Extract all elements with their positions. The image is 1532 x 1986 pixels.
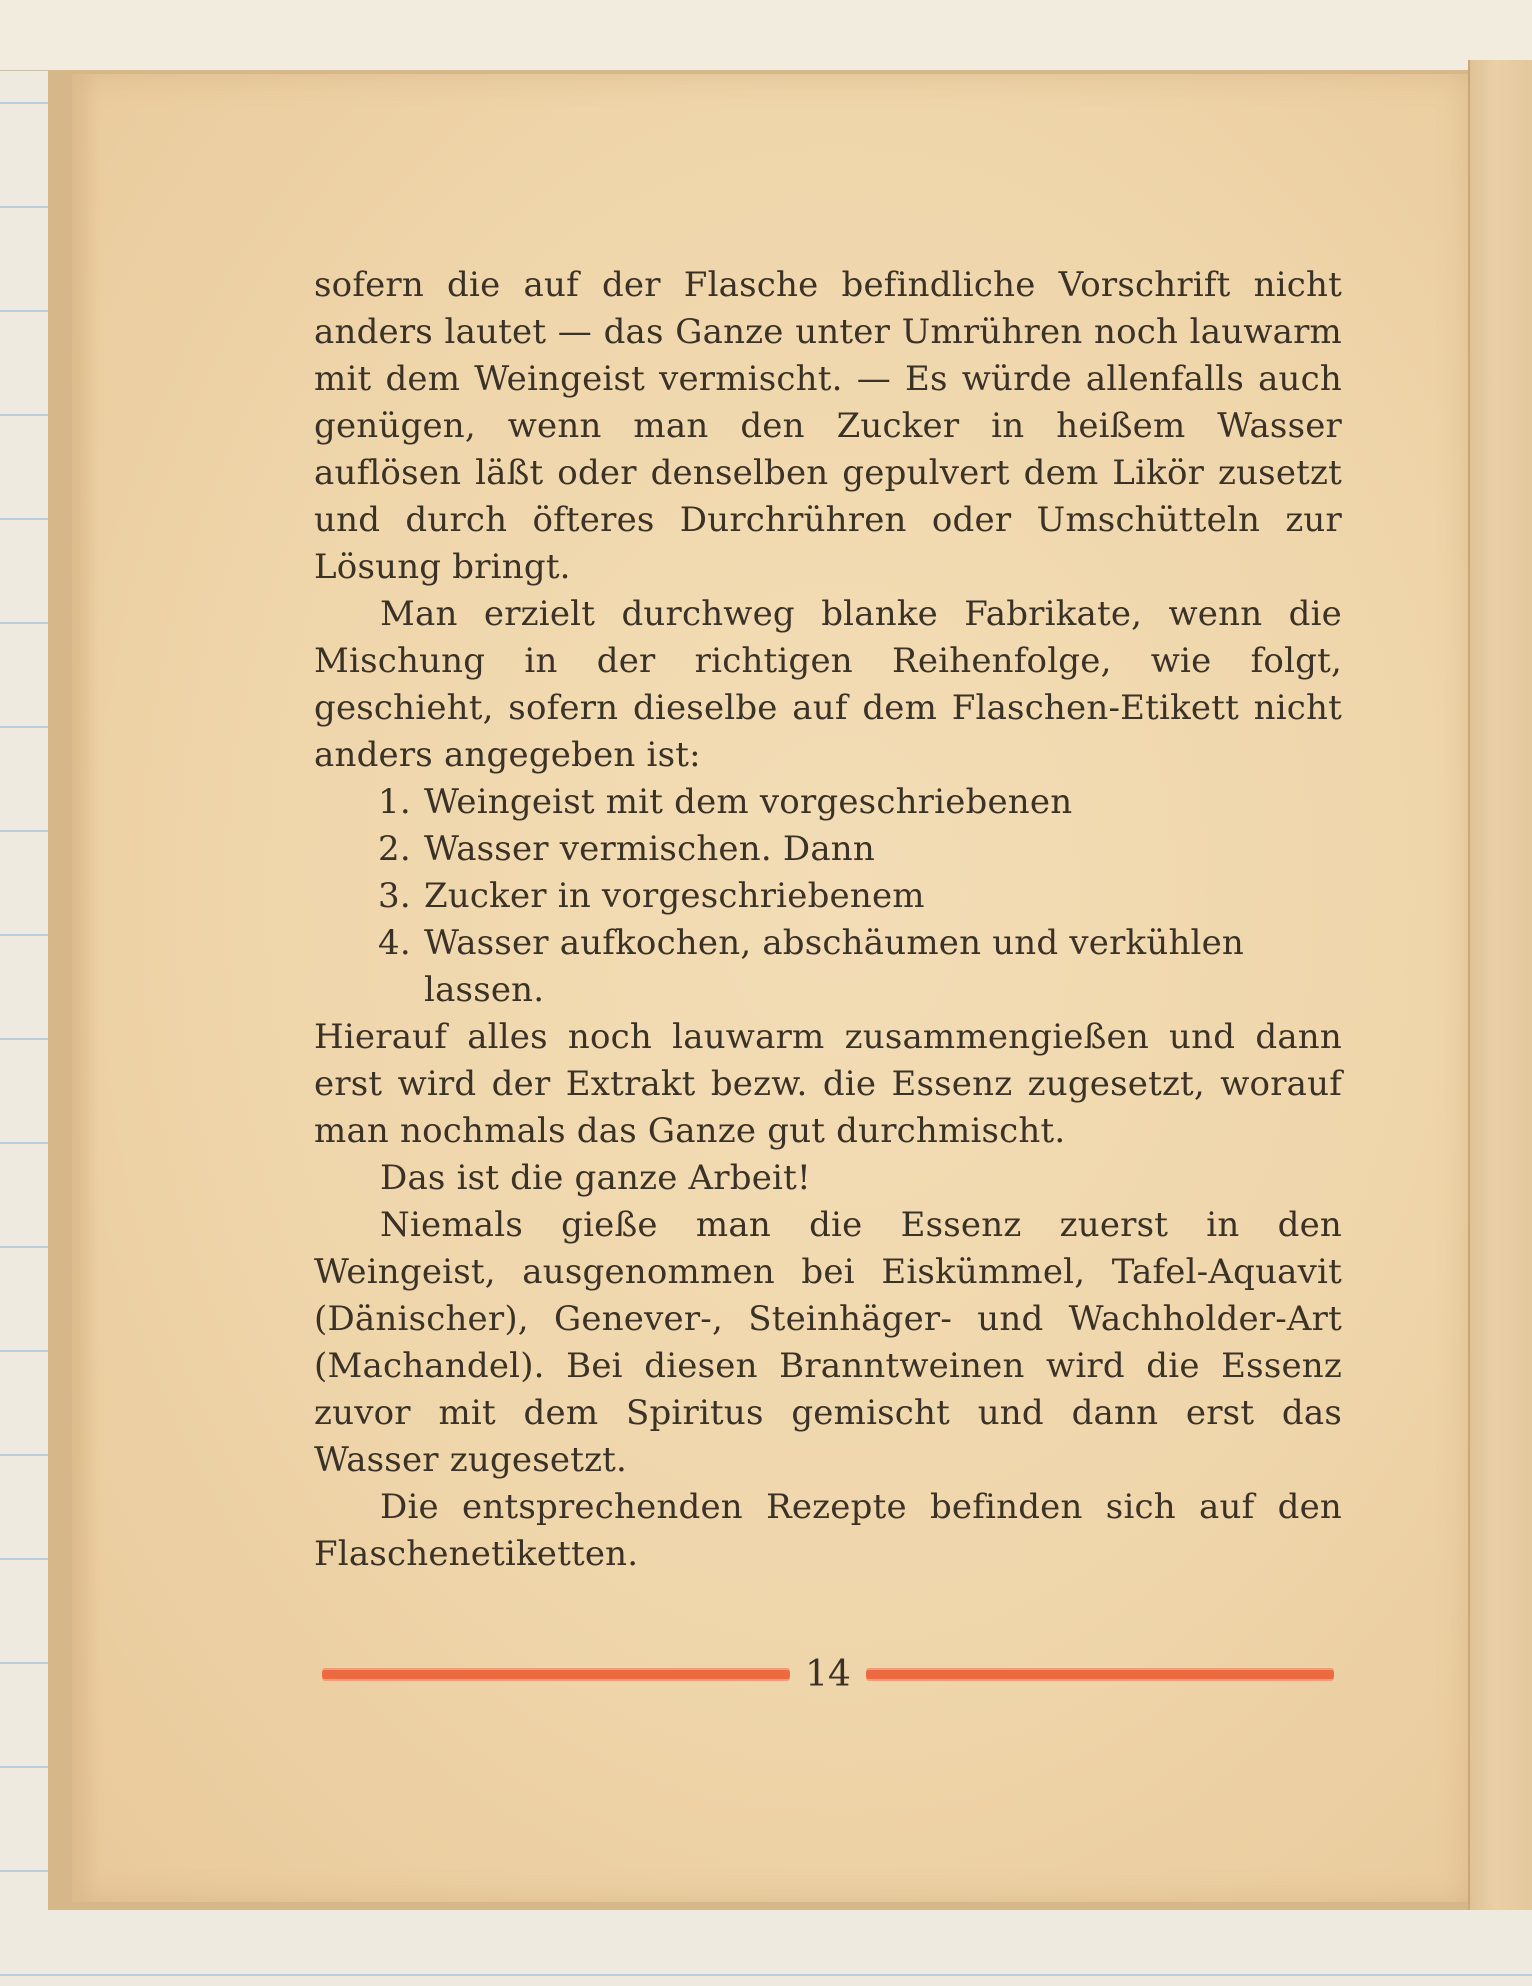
list-item-number: 2. [378,829,411,869]
list-item-text: Zucker in vorgeschriebenem [424,876,925,916]
list-item-text: Wasser aufkochen, abschäumen und verkühlen lassen. [424,923,1245,1010]
decorative-rule-right [866,1670,1334,1679]
page-footer [322,1650,1334,1700]
list-item-text: Wasser vermischen. Dann [424,829,875,869]
book-cover-edge [1468,60,1532,1910]
page-number: 14 [805,1654,851,1695]
paragraph-5: Niemals gieße man die Essenz zuerst in den Weingeist, ausgenommen bei Eiskümmel, Tafel-Aquavit (Dänischer), Genever-, Steinhäger- und Wachholder-Art (Machandel). Bei diesen Branntweinen wird die Essenz zuvor mit dem Spiritus gemischt und dann erst das Wasser zugesetzt. [314,1205,1342,1480]
page-text [314,262,1342,1578]
paragraph-3: Hierauf alles noch lauwarm zusammengießen und dann erst wird der Extrakt bezw. die Essenz zugesetzt, worauf man nochmals das Ganze gut durchmischt. [314,1017,1342,1151]
list-item-number: 1. [378,782,411,822]
paragraph-1: sofern die auf der Flasche befindliche Vorschrift nicht anders lautet — das Ganze unter Umrühren noch lauwarm mit dem Weingeist vermischt. — Es würde allenfalls auch genügen, wenn man den Zucker in heißem Wasser auflösen läßt oder denselben gepulvert dem Likör zusetzt und durch öfteres Durchrühren oder Umschütteln zur Lösung bringt. [314,265,1342,587]
list-item [314,873,1342,920]
page-gutter-shadow [72,74,98,1902]
paragraph-4: Das ist die ganze Arbeit! [380,1158,811,1198]
list-item-number: 3. [378,876,411,916]
numbered-steps [314,779,1342,1014]
list-item-number: 4. [378,923,411,963]
paragraph-2: Man erzielt durchweg blanke Fabrikate, wenn die Mischung in der richtigen Reihenfolge, wie folgt, geschieht, sofern dieselbe auf dem Flaschen-Etikett nicht anders angegeben ist: [314,594,1342,775]
list-item-text: Weingeist mit dem vorgeschriebenen [424,782,1073,822]
list-item [314,779,1342,826]
paragraph-6: Die entsprechenden Rezepte befinden sich auf den Flaschenetiketten. [314,1487,1342,1574]
list-item [314,826,1342,873]
top-paper-strip [0,0,1532,71]
decorative-rule-left [322,1670,790,1679]
list-item [314,920,1342,1014]
